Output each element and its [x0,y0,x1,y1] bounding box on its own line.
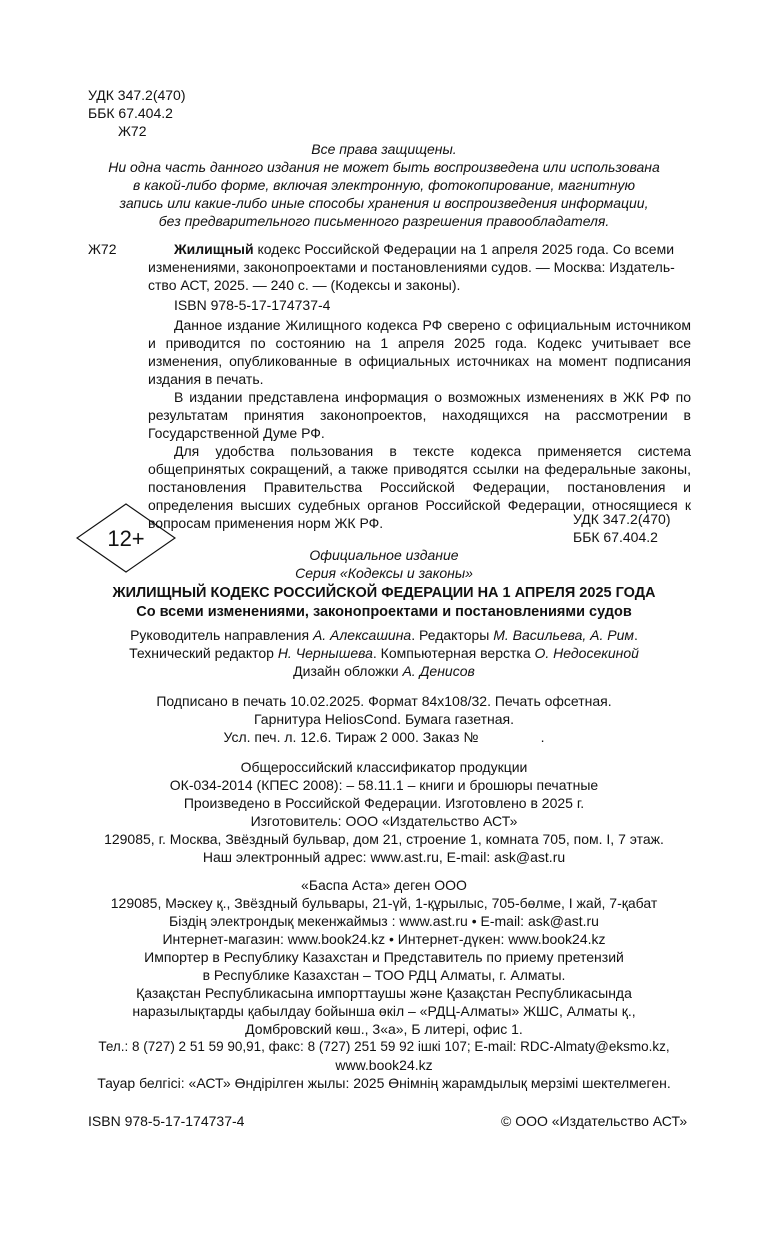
publisher-info-line: ОК-034-2014 (КПЕС 2008): – 58.11.1 – книги и брошюры печатные [169,777,599,793]
print-info-line: Гарнитура HeliosCond. Бумага газетная. [254,711,514,727]
layout-name: О. Недосекиной [534,645,639,661]
bib-line-1-rest: кодекс Российской Федерации на 1 апреля 2025 года. Со всеми [253,241,675,257]
kz-info-line: «Баспа Аста» деген ООО [301,877,467,893]
publisher-info-line: 129085, г. Москва, Звёздный бульвар, дом 21, строение 1, комната 705, пом. I, 7 этаж. [104,831,664,847]
footer-copyright: © ООО «Издательство АСТ» [501,1113,688,1129]
age-rating-text: 12+ [107,526,145,551]
publisher-info-line: Изготовитель: ООО «Издательство АСТ» [250,813,518,829]
print-info-line: Подписано в печать 10.02.2025. Формат 84х108/32. Печать офсетная. [156,693,612,709]
bib-title-bold: Жилищный [174,241,254,257]
rights-line: запись или какие-либо иные способы хранения и воспроизведения информации, [119,195,649,211]
author-mark-top: Ж72 [118,123,147,139]
kz-info-line: www.book24.kz [335,1057,433,1073]
bib-line-1 [174,240,674,258]
udk-code-bottom: УДК 347.2(470) [573,511,671,527]
main-subtitle: Со всеми изменениями, законопроектами и постановлениями судов [136,604,632,620]
kz-info-line: Интернет-магазин: www.book24.kz • Интернет-дүкен: www.book24.kz [162,931,606,947]
kz-info-line: Біздің электрондық мекенжаймыз : www.ast.ru • E-mail: ask@ast.ru [169,913,599,929]
bib-line-3: ство АСТ, 2025. — 240 с. — (Кодексы и законы). [148,277,461,293]
kz-info-line: 129085, Мәскеу қ., Звёздный бульвары, 21-үй, 1-құрылыс, 705-бөлме, I жай, 7-қабат [110,895,658,911]
rights-line: в какой-либо форме, включая электронную, фотокопирование, магнитную [133,177,635,193]
kz-info-line: в Республике Казахстан – ТОО РДЦ Алматы, г. Алматы. [202,967,566,983]
bbk-code-top: ББК 67.404.2 [88,105,173,121]
editors-label: . Редакторы [411,627,494,643]
editors-end: . [634,627,638,643]
layout-label: . Компьютерная верстка [372,645,535,661]
bib-line-2: изменениями, законопроектами и постановлениями судов. — Москва: Издатель- [148,259,675,275]
bib-author-mark: Ж72 [88,241,117,257]
annotation-paragraph: В издании представлена информация о возможных изменениях в ЖК РФ по результатам принятия законопроектов, находящихся на рассмотрении в Государственной Думе РФ. [148,389,691,441]
annotation-paragraph: Данное издание Жилищного кодекса РФ сверено с официальным источником и приводится по состоянию на 1 апреля 2025 года. Кодекс учитывает все изменения, опубликованные в официальных источниках на момент подписания издания в печать. [148,317,691,387]
head-label: Руководитель направления [130,627,313,643]
cover-name: А. Денисов [402,663,475,679]
rights-line: без предварительного письменного разрешения правообладателя. [158,213,610,229]
publisher-info-line: Наш электронный адрес: www.ast.ru, E-mail: ask@ast.ru [202,849,566,865]
kz-info-line: наразылықтарды қабылдау бойынша өкіл – «РДЦ-Алматы» ЖШС, Алматы қ., [132,1003,636,1019]
head-name: А. Алексашина [312,627,412,643]
kz-info-line: Тел.: 8 (727) 2 51 59 90,91, факс: 8 (727) 251 59 92 ішкі 107; E-mail: RDC-Almaty@eksmo.kz, [98,1039,670,1054]
bbk-code-bottom: ББК 67.404.2 [573,529,658,545]
edition-official: Официальное издание [309,547,459,563]
kz-info-line: Домбровский көш., 3«а», Б литері, офис 1. [245,1021,523,1037]
kz-info-line: Қазақстан Республикасына импорттаушы және Қазақстан Республикасында [136,985,632,1001]
editors-names: М. Васильева, А. Рим [493,627,635,643]
kz-info-line: Импортер в Республику Казахстан и Представитель по приему претензий [144,949,624,965]
tech-name: Н. Чернышева [277,645,373,661]
bib-isbn: ISBN 978-5-17-174737-4 [174,297,331,313]
print-info-line: Усл. печ. л. 12.6. Тираж 2 000. Заказ № . [223,729,545,745]
publisher-info-line: Произведено в Российской Федерации. Изготовлено в 2025 г. [183,795,585,811]
kz-info-line: Тауар белгісі: «АСТ» Өндірілген жылы: 2025 Өнімнің жарамдылық мерзімі шектелмеген. [97,1075,671,1091]
rights-line: Ни одна часть данного издания не может быть воспроизведена или использована [108,159,660,175]
main-title: ЖИЛИЩНЫЙ КОДЕКС РОССИЙСКОЙ ФЕДЕРАЦИИ НА 1 АПРЕЛЯ 2025 ГОДА [112,585,656,601]
footer-isbn: ISBN 978-5-17-174737-4 [88,1113,245,1129]
credits-line-1 [0,626,768,644]
publisher-info-line: Общероссийский классификатор продукции [240,759,528,775]
annotation-paragraph: Для удобства пользования в тексте кодекса применяется система общепринятых сокращений, а также приводятся ссылки на федеральные законы, постановления Правительства Российской Федерации, постановления и определения высших судебных органов Российской Федерации, относящиеся к вопросам применения норм ЖК РФ. [148,443,691,531]
credits-line-2 [0,644,768,662]
rights-line: Все права защищены. [311,141,457,157]
tech-label: Технический редактор [129,645,278,661]
credits-line-3 [0,662,768,680]
edition-series: Серия «Кодексы и законы» [295,565,473,581]
annotation [148,316,691,532]
udk-code-top: УДК 347.2(470) [88,87,186,103]
cover-label: Дизайн обложки [293,663,403,679]
